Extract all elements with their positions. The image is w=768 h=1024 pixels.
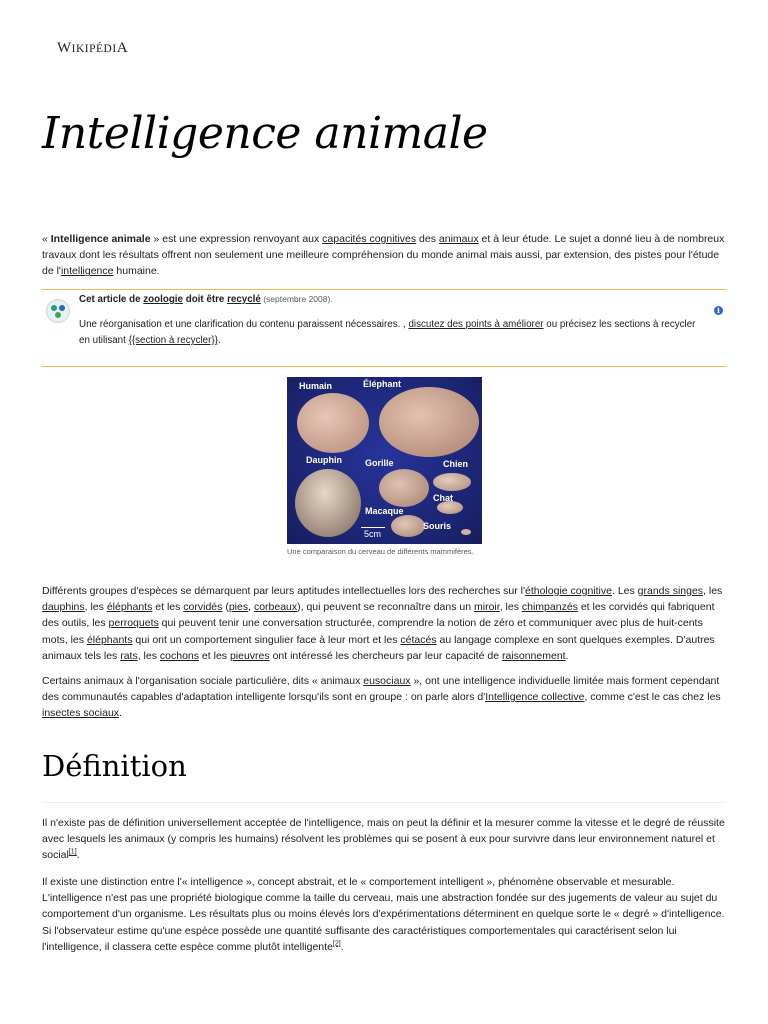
label-humain: Humain [299,381,333,391]
wordmark-initial: W [57,40,72,56]
section-heading-definition: Définition [42,749,187,783]
link-pies[interactable]: pies [228,601,249,614]
notice-text: ou précisez les sections à recycler en utilisant [79,319,696,347]
intro-text: et à leur étude. Le sujet a donné lieu à de nombreux travaux dont les résultats offrent non seulement une meilleure compréhension du monde animal mais aussi, par extension, des pistes pour l'étude de l' [42,233,725,278]
para-text: , les [703,585,723,597]
paragraph-eusociaux [42,673,726,722]
para-text: . [565,649,569,662]
label-chat: Chat [433,493,453,503]
figure-caption: Une comparaison du cerveau de différents mammifères. [287,547,474,556]
link-insectes-sociaux[interactable]: insectes sociaux [42,707,120,720]
intro-paragraph [42,231,726,280]
para-text: et les [152,601,184,614]
section-divider [42,802,726,803]
link-intelligence[interactable]: intelligence [60,265,114,278]
para-text: qui peuvent tenir une conversation structurée, comprendre la notion de zéro et communiquer avec plus de huit-cents mots, les [42,617,703,646]
link-recycle[interactable]: recyclé [227,294,261,305]
intro-text: » est une expression renvoyant aux [150,233,323,245]
scale-bar [361,527,385,528]
dolphin-brain-shape [295,469,361,537]
para-text: au langage complexe en sont quelques exemples. D'autres animaux tels les [42,633,715,662]
link-section-a-recycler[interactable]: {{section à recycler}} [128,335,218,347]
link-miroir[interactable]: miroir [474,601,500,614]
link-capacites-cognitives[interactable]: capacités cognitives [322,233,417,245]
reference-1[interactable]: [1] [68,848,77,856]
wikipedia-wordmark[interactable] [57,40,128,57]
label-souris: Souris [423,521,452,531]
para-text: qui ont un comportement singulier face à leur mort et les [132,633,401,646]
para-text: et les [199,649,230,662]
para-text: et les corvidés qui fabriquent des outils, les [42,601,715,630]
link-intelligence-collective[interactable]: Intelligence collective [485,691,585,704]
macaque-brain-shape [391,515,425,537]
intro-text: humaine. [113,265,160,278]
notice-text: . [217,335,221,347]
notice-body [79,317,704,349]
elephant-brain-shape [379,387,479,457]
label-macaque: Macaque [365,506,404,516]
link-elephants-2[interactable]: éléphants [86,633,133,646]
link-corvides[interactable]: corvidés [183,601,223,614]
para-text: , les [137,649,160,662]
para-text: Différents groupes d'espèces se démarquent par leurs aptitudes intellectuelles lors des recherches sur l' [42,585,525,597]
link-perroquets[interactable]: perroquets [108,617,159,630]
para-text: . [119,707,122,720]
label-elephant: Éléphant [363,379,402,389]
para-text: . Les [611,585,638,597]
para-text: », ont une intelligence individuelle limitée mais forment cependant des communautés capables d'adaptation intelligente lorsqu'ils sont en groupe : on parle alors d' [42,675,720,704]
label-chien: Chien [443,459,469,469]
para-text: ont intéressé les chercheurs par leur capacité de [269,649,502,662]
notice-date: (septembre 2008). [260,294,333,304]
link-chimpanzes[interactable]: chimpanzés [521,601,578,614]
link-cochons[interactable]: cochons [159,649,200,662]
link-eusociaux[interactable]: eusociaux [363,675,411,687]
paragraph-groupes [42,583,726,664]
info-icon[interactable]: i [714,306,723,315]
notice-title [79,291,719,308]
para-text: , comme c'est le cas chez les [584,691,721,704]
mouse-brain-shape [461,529,471,535]
paragraph-definition-1 [42,815,726,864]
brain-comparison-image[interactable] [287,377,482,544]
human-brain-shape [297,393,369,453]
link-animaux[interactable]: animaux [438,233,479,245]
notice-bold-text: doit être [182,294,228,305]
intro-text: des [416,233,439,245]
dog-brain-shape [433,473,471,491]
brain-comparison-figure [287,377,482,558]
para-text: Il existe une distinction entre l'« intelligence », concept abstrait, et le « comportement intelligent », phénomène observable et mesurable. L'intelligence n'est pas une propriété biologique comme la taille du cerveau, mais une abstraction fondée sur des jugements de valeur au sujet du comportement d'un organisme. Les résultats plus ou moins élevés lors d'expérimentations déterminent en quelque sorte le « degré » d'intelligence. Si l'observateur estime qu'une espèce possède une quantité suffisante des caractéristiques comportementales qui caractérisent selon lui l'intelligence, il classera cette espèce comme plutôt intelligente [42,876,725,953]
para-text: . [76,849,80,862]
link-pieuvres[interactable]: pieuvres [229,649,270,662]
gorilla-brain-shape [379,469,429,507]
link-cetaces[interactable]: cétacés [400,633,437,646]
para-text: . [340,940,344,953]
label-scale: 5cm [364,529,382,539]
link-corbeaux[interactable]: corbeaux [253,601,298,614]
para-text: , [248,601,254,614]
intro-bold-term: Intelligence animale [50,233,151,245]
page-title: Intelligence animale [42,108,488,159]
para-text: , les [84,601,107,614]
link-dauphins[interactable]: dauphins [42,601,85,614]
label-dauphin: Dauphin [306,455,342,465]
para-text: ), qui peuvent se reconnaître dans un [297,601,475,614]
link-zoologie[interactable]: zoologie [143,294,183,305]
para-text: Certains animaux à l'organisation sociale particulière, dits « animaux [42,675,364,687]
para-text: Il n'existe pas de définition universellement acceptée de l'intelligence, mais on peut la définir et la mesurer comme la vitesse et le degré de réussite avec lesquels les animaux (y compris les humains) résolvent les problèmes qui se posent à eux pour survivre dans leur environnement naturel et social [42,817,725,862]
reference-2[interactable]: [2] [332,940,341,948]
wordmark-middle: IKIPÉDI [71,43,117,55]
para-text: ( [222,601,229,614]
link-rats[interactable]: rats [120,649,138,662]
intro-text: « [42,233,51,245]
link-elephants[interactable]: éléphants [106,601,153,614]
notice-text: Une réorganisation et une clarification du contenu paraissent nécessaires. , [79,319,409,330]
link-raisonnement[interactable]: raisonnement [501,649,566,662]
label-gorille: Gorille [365,458,394,468]
para-text: , les [499,601,522,614]
notice-bold-text: Cet article de [79,294,144,305]
wordmark-final: A [116,40,129,56]
recycle-notice [42,289,726,367]
link-ethologie-cognitive[interactable]: éthologie cognitive [525,585,612,597]
recycle-icon [46,299,70,323]
link-discutez[interactable]: discutez des points à améliorer [408,319,544,330]
paragraph-definition-2 [42,874,726,955]
link-grands-singes[interactable]: grands singes [637,585,704,597]
